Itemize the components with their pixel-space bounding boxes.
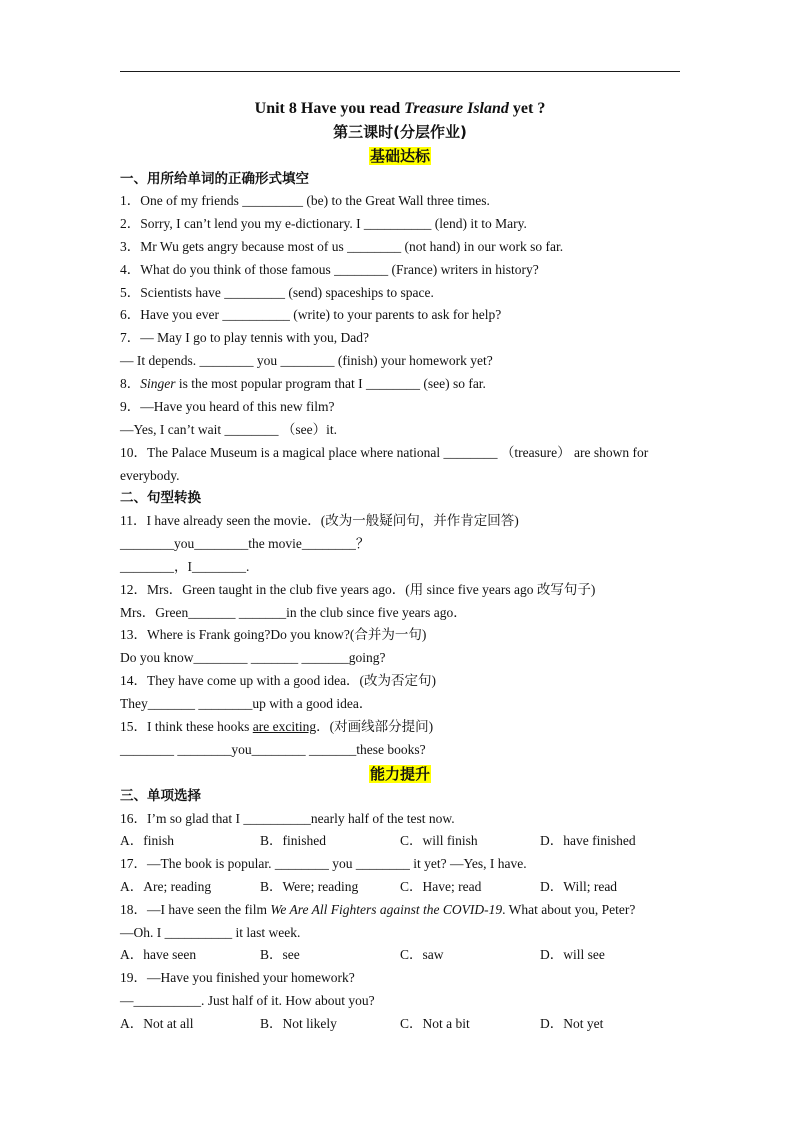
question-line-18 — [120, 900, 635, 920]
question-line: 7．— May I go to play tennis with you, Dad? — [120, 330, 369, 345]
option-b: B．finished — [260, 833, 326, 848]
option-b: B．Not likely — [260, 1016, 337, 1031]
q18-film-title: We Are All Fighters against the COVID-19 — [270, 902, 503, 917]
question-line: 10．The Palace Museum is a magical place where national ________ （treasure） are shown for — [120, 445, 649, 460]
q18-suffix: . What about you, Peter? — [502, 902, 636, 917]
answer-line: —__________. Just half of it. How about you? — [120, 993, 375, 1008]
answer-line: Mrs．Green_______ _______in the club since five years ago． — [120, 605, 467, 620]
option-a: A．Not at all — [120, 1016, 194, 1031]
question-line: 4．What do you think of those famous ________ (France) writers in history? — [120, 262, 539, 277]
level-advanced-heading — [120, 764, 680, 784]
question-line: 6．Have you ever __________ (write) to your parents to ask for help? — [120, 307, 502, 322]
option-d: D．will see — [540, 947, 605, 962]
q15-underlined-part: are exciting — [252, 719, 317, 734]
q8-rest: is the most popular program that I ________ (see) so far. — [175, 376, 486, 391]
title-suffix: yet ? — [508, 100, 546, 117]
option-d: D．Not yet — [540, 1016, 604, 1031]
header-rule — [120, 71, 680, 72]
option-a: A．finish — [120, 833, 174, 848]
section-1-heading: 一、用所给单词的正确形式填空 — [120, 171, 309, 187]
question-line-16: 16．I’m so glad that I __________nearly half of the test now. — [120, 811, 455, 826]
level-basic-label: 基础达标 — [369, 147, 430, 165]
answer-line: They_______ ________up with a good idea． — [120, 696, 373, 711]
question-line: 5．Scientists have _________ (send) spaceships to space. — [120, 285, 434, 300]
option-d: D．have finished — [540, 833, 636, 848]
question-line: —Yes, I can’t wait ________ （see）it. — [120, 422, 337, 437]
question-line-15 — [120, 717, 433, 737]
option-a: A．have seen — [120, 947, 197, 962]
question-line: — It depends. ________ you ________ (finish) your homework yet? — [120, 353, 493, 368]
answer-line: ________you________the movie________？ — [120, 536, 370, 551]
title-book-name: Treasure Island — [404, 100, 509, 117]
question-line: 9．—Have you heard of this new film? — [120, 399, 335, 414]
answer-line: —Oh. I __________ it last week. — [120, 925, 301, 940]
question-line: everybody. — [120, 468, 180, 483]
section-3-heading: 三、单项选择 — [120, 788, 201, 804]
q15-prefix: 15．I think these hooks — [120, 719, 253, 734]
answer-line: ________，I________. — [120, 559, 250, 574]
question-line: 14．They have come up with a good idea．(改为否定句) — [120, 673, 437, 688]
q15-suffix: ．(对画线部分提问) — [316, 719, 434, 734]
level-advanced-label: 能力提升 — [369, 765, 430, 783]
option-a: A．Are; reading — [120, 879, 212, 894]
question-line: 1．One of my friends _________ (be) to the Great Wall three times. — [120, 193, 490, 208]
worksheet-subtitle: 第三课时(分层作业) — [333, 123, 467, 141]
option-c: C．saw — [400, 947, 444, 962]
question-line: 3．Mr Wu gets angry because most of us ________ (not hand) in our work so far. — [120, 239, 564, 254]
question-line: 12．Mrs．Green taught in the club five years ago．(用 since five years ago 改写句子) — [120, 582, 596, 597]
option-b: B．see — [260, 947, 300, 962]
option-c: C．Have; read — [400, 879, 482, 894]
q18-prefix: 18．—I have seen the film — [120, 902, 271, 917]
question-line: 2．Sorry, I can’t lend you my e-dictionary. I __________ (lend) it to Mary. — [120, 216, 527, 231]
worksheet-title — [120, 98, 680, 120]
section-2-heading: 二、句型转换 — [120, 490, 201, 506]
option-b: B．Were; reading — [260, 879, 359, 894]
option-d: D．Will; read — [540, 879, 618, 894]
q8-program-name: Singer — [140, 376, 176, 391]
answer-line: Do you know________ _______ _______going? — [120, 650, 386, 665]
q8-number: 8． — [120, 376, 141, 391]
question-line-8 — [120, 374, 486, 394]
question-line: 13．Where is Frank going?Do you know?(合并为一句) — [120, 627, 427, 642]
option-c: C．Not a bit — [400, 1016, 470, 1031]
question-line-17: 17．—The book is popular. ________ you ________ it yet? —Yes, I have. — [120, 856, 527, 871]
level-basic-heading — [120, 146, 680, 166]
option-c: C．will finish — [400, 833, 478, 848]
question-line-19: 19．—Have you finished your homework? — [120, 970, 355, 985]
title-prefix: Unit 8 Have you read — [254, 100, 405, 117]
question-line: 11．I have already seen the movie．(改为一般疑问句，并作肯定回答) — [120, 513, 519, 528]
answer-line: ________ ________you________ _______these books? — [120, 742, 426, 757]
